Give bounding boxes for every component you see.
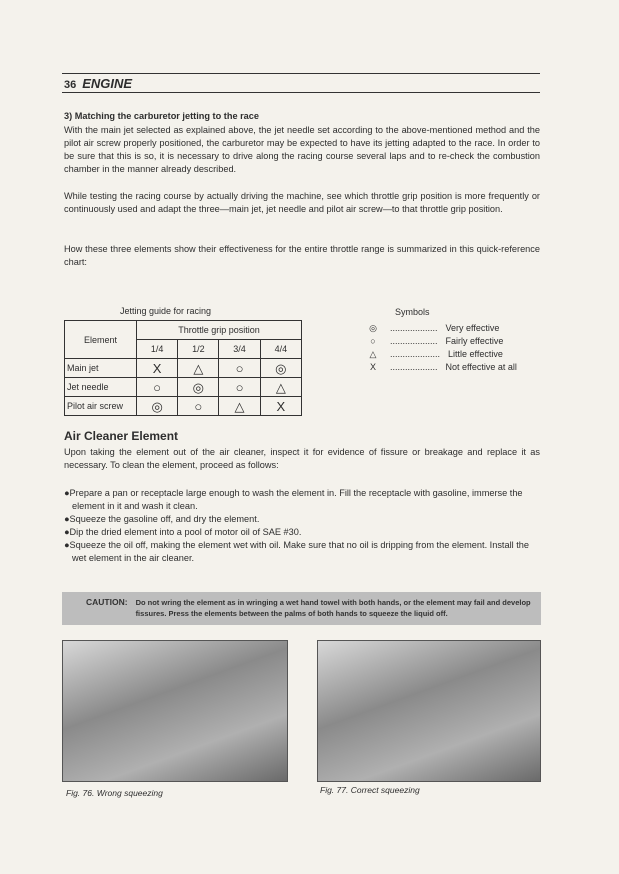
table-title: Jetting guide for racing <box>120 306 212 316</box>
caution-label: CAUTION: <box>86 597 128 607</box>
jetting-guide-table <box>64 320 302 416</box>
cell: ○ <box>137 378 178 397</box>
row-label: Main jet <box>65 359 137 378</box>
cell: △ <box>219 397 260 416</box>
column-header: 3/4 <box>219 340 260 359</box>
row-label: Jet needle <box>65 378 137 397</box>
paragraph: How these three elements show their effectiveness for the entire throttle range is summarized in this quick-reference chart: <box>64 244 540 267</box>
figure-76-photo <box>62 640 288 782</box>
legend-item: ○ ................... Fairly effective <box>370 336 504 346</box>
cell: X <box>137 359 178 378</box>
column-header: 1/2 <box>178 340 219 359</box>
list-item: ●Prepare a pan or receptacle large enough to wash the element in. Fill the receptacle with gasoline, immerse the element in it and wash it clean. <box>64 488 523 511</box>
column-header: 4/4 <box>260 340 301 359</box>
caution-box <box>62 592 541 625</box>
legend-item: X ................... Not effective at all <box>369 362 517 372</box>
subsection-title: 3) Matching the carburetor jetting to the race <box>64 111 260 121</box>
legend-item: △ .................... Little effective <box>369 349 503 359</box>
legend-item: ◎ ................... Very effective <box>369 323 500 333</box>
row-label: Pilot air screw <box>65 397 137 416</box>
paragraph: With the main jet selected as explained above, the jet needle set according to the above-mentioned method and the pilot air screw properly positioned, the carburetor may be expected to have its jetting adapted to the race. In order to be sure that this is so, it is necessary to drive along the racing course several laps and to re-check the combustion chamber in the manner already described. <box>64 125 540 174</box>
header-rule-bottom <box>62 92 540 93</box>
cell: ◎ <box>137 397 178 416</box>
cell: ◎ <box>260 359 301 378</box>
list-item: ●Squeeze the gasoline off, and dry the element. <box>64 514 260 524</box>
column-header: 1/4 <box>137 340 178 359</box>
air-cleaner-intro: Upon taking the element out of the air cleaner, inspect it for evidence of fissure or breakage and replace it as necessary. To clean the element, proceed as follows: <box>64 447 540 470</box>
group-header: Throttle grip position <box>137 321 302 340</box>
table-row <box>65 397 302 416</box>
figure-77-photo <box>317 640 541 782</box>
cell: △ <box>260 378 301 397</box>
symbols-title: Symbols <box>395 307 430 317</box>
page-number: 36 <box>64 79 77 91</box>
air-cleaner-steps <box>64 487 540 565</box>
section-title: ENGINE <box>82 76 133 91</box>
cell: X <box>260 397 301 416</box>
figure-caption: Fig. 76. Wrong squeezing <box>66 788 163 798</box>
figure-caption: Fig. 77. Correct squeezing <box>320 785 420 795</box>
table-row <box>65 378 302 397</box>
caution-text: Do not wring the element as in wringing a wet hand towel with both hands, or the element may fail and develop fissures. Press the elements between the palms of both hands to squeeze the liquid off. <box>135 598 531 618</box>
header-rule-top <box>62 73 540 74</box>
page-header <box>64 76 132 91</box>
list-item: ●Squeeze the oil off, making the element wet with oil. Make sure that no oil is dripping from the element. Install the wet element in the air cleaner. <box>64 540 530 563</box>
element-header: Element <box>65 321 137 359</box>
list-item: ●Dip the dried element into a pool of motor oil of SAE #30. <box>64 527 302 537</box>
symbols-legend <box>364 323 517 375</box>
air-cleaner-heading: Air Cleaner Element <box>64 429 179 443</box>
cell: ○ <box>219 359 260 378</box>
cell: ◎ <box>178 378 219 397</box>
cell: △ <box>178 359 219 378</box>
cell: ○ <box>178 397 219 416</box>
cell: ○ <box>219 378 260 397</box>
table-row <box>65 359 302 378</box>
paragraph: While testing the racing course by actually driving the machine, see which throttle grip position is more frequently or continuously used and adapt the three—main jet, jet needle and pilot air screw—to that throttle grip position. <box>64 191 540 214</box>
